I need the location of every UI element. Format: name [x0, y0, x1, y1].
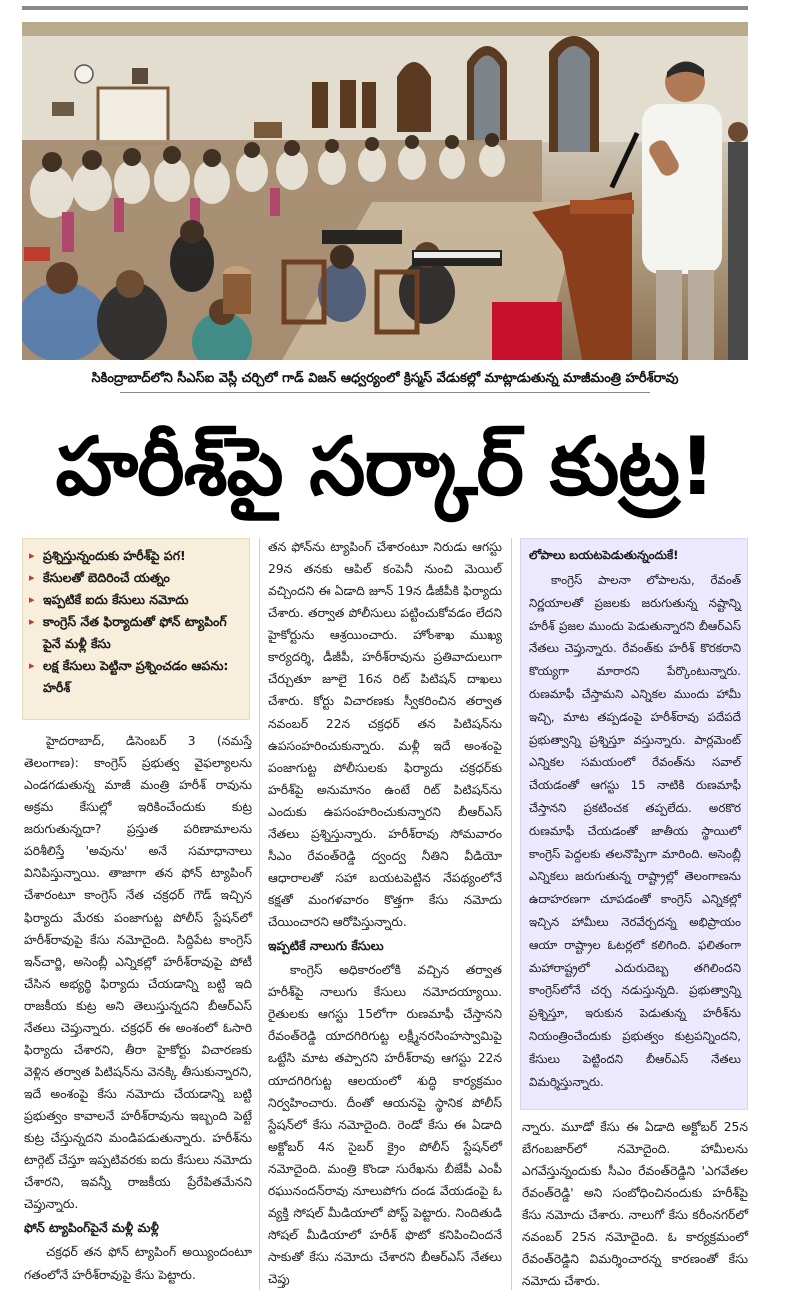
photo-illustration — [22, 22, 748, 360]
sidebar-body: కాంగ్రెస్ పాలనా లోపాలను, రేవంత్ నిర్ణయాలతో ప్రజలకు జరుగుతున్న నష్టాన్ని హరీశ్ ప్రజల ముందు పెడుతున్నారని బీఆర్‌ఎస్ నేతలు చెప్తున్నారు. రేవంత్‌కు హరీశ్ కొరకరాని కొయ్యగా మారారని పేర్కొంటున్నారు. రుణమాఫీ చేస్తామని ఎన్నికల ముందు హామీ ఇచ్చి, మాట తప్పడంపై హరీశ్‌రావు పదేపదే ప్రభుత్వాన్ని ప్రశ్నిస్తూ వస్తున్నారు. పార్లమెంట్ ఎన్నికల సమయంలో రేవంత్‌ను సవాల్ చేయడంతో ఆగస్టు 15 నాటికి రుణమాఫీ చేస్తానని ప్రకటించక తప్పలేదు. అరకొర రుణమాఫీ చేయడంతో జాతీయ స్థాయిలో కాంగ్రెస్ పెద్దలకు తలనొప్పిగా మారింది. అసెంబ్లీ ఎన్నికలు జరుగుతున్న రాష్ట్రాల్లో తెలంగాణను ఉదాహరణగా చూపడంతో కాంగ్రెస్ ఎన్నికల్లో ఇచ్చిన హామీలు నెరవేర్చదన్న అభిప్రాయం ఆయా రాష్ట్రాల ఓటర్లలో కలిగింది. ఫలితంగా మహారాష్ట్రలో ఎదురుదెబ్బ తగిలిందని కాంగ్రెస్‌లోనే చర్చ నడుస్తున్నది. ప్రభుత్వాన్ని ప్రశ్నిస్తూ, ఇరుకున పెడుతున్న హరీశ్‌ను నియంత్రించేందుకు ప్రభుత్వం కుట్రపన్నిందని, కేసులు పెట్టిందని బీఆర్‌ఎస్ నేతలు విమర్శిస్తున్నారు. — [529, 573, 741, 1089]
highlight-item: ▸ కేసులతో బెదిరించే యత్నం — [29, 567, 245, 589]
article-column-2 — [268, 536, 502, 1292]
news-photo — [22, 22, 748, 360]
sidebar-box — [520, 538, 748, 1110]
section-subheading: ఫోన్ ట్యాపింగ్‌పైనే మళ్లీ మళ్లీ — [24, 1221, 159, 1236]
photo-caption: సికింద్రాబాద్‌లోని సీఎస్‌ఐ వెస్లీ చర్చిలో గాడ్ విజన్ ఆధ్వర్యంలో క్రిస్మస్ వేడుకల్లో మాట్లాడుతున్న మాజీమంత్రి హరీశ్‌రావు — [91, 371, 679, 386]
headline: హరీశ్‌పై సర్కార్ కుట్ర! — [55, 420, 715, 513]
caption-underline — [120, 392, 650, 393]
highlight-item: ▸ ప్రశ్నిస్తున్నందుకు హరీశ్‌పై పగ! — [29, 545, 245, 567]
highlights-box — [22, 538, 250, 720]
sidebar-title: లోపాలు బయటపెడుతున్నందుకే! — [529, 548, 679, 562]
top-rule — [22, 6, 748, 10]
column-divider — [511, 538, 512, 1290]
highlight-item: ▸ కాంగ్రెస్ నేత ఫిర్యాదుతో ఫోన్ ట్యాపింగ్ పైనే మళ్లీ కేసు — [29, 611, 245, 655]
article-paragraph: హైదరాబాద్, డిసెంబర్ 3 (నమస్తే తెలంగాణ): కాంగ్రెస్ ప్రభుత్వ వైఫల్యాలను ఎండగడుతున్న మాజీ మంత్రి హరీశ్ రావును అక్రమ కేసుల్లో ఇరికించేందుకు కుట్ర జరుగుతున్నదా? ప్రస్తుత పరిణామాలను పరిశీలిస్తే 'అవును' అనే సమాధానాలు వినిపిస్తున్నాయి. తాజాగా తన ఫోన్ ట్యాపింగ్ చేశారంటూ కాంగ్రెస్ నేత చక్రధర్ గౌడ్ ఇచ్చిన ఫిర్యాదు మేరకు పంజాగుట్ట పోలీస్ స్టేషన్‌లో హరీశ్‌రావుపై కేసు నమోదైంది. సిద్దిపేట కాంగ్రెస్ ఇన్‌చార్జి, అసెంబ్లీ ఎన్నికల్లో హరీశ్‌రావుపై పోటీ చేసిన అభ్యర్థి ఫిర్యాదు చేయడాన్ని బట్టి ఇది రాజకీయ కుట్ర అని తెలుస్తున్నదని బీఆర్‌ఎస్ నేతలు చెప్తున్నారు. చక్రధర్ ఈ అంశంలో ఓసారి ఫిర్యాదు చేశారని, తీరా హైకోర్టు విచారణకు వెళ్లిన తర్వాత పిటిషన్‌ను వెనక్కి తీసుకున్నారని, ఇదే అంశంపై కేసు నమోదు చేయడాన్ని బట్టి ప్రభుత్వం కావాలనే హరీశ్‌రావును ఇబ్బంది పెట్టే కుట్ర చేస్తున్నదని మండిపడుతున్నారు. హరీశ్‌ను టార్గెట్ చేస్తూ ఇప్పటివరకు ఐదు కేసులు నమోదు చేశారని, ఇవన్నీ రాజకీయ ప్రేరేపితమేనని చెప్తున్నారు. — [24, 734, 252, 1212]
article-column-1 — [24, 730, 252, 1288]
highlight-item: ▸ ఇప్పటికే ఐదు కేసులు నమోదు — [29, 589, 245, 611]
article-paragraph: తన ఫోన్‌ను ట్యాపింగ్ చేశారంటూ నిరుడు ఆగస్టు 29న తనకు ఆపిల్ కంపెనీ నుంచి మెయిల్ వచ్చిందని ఈ ఏడాది జూన్ 19న డీజీపీకి ఫిర్యాదు చేశారు. తర్వాత పోలీసులు పట్టించుకోవడం లేదని హైకోర్టును ఆశ్రయించారు. హోంశాఖ ముఖ్య కార్యదర్శి, డీజీపీ, హరీశ్‌రావును ప్రతివాదులుగా చేర్చుతూ జూలై 16న రిట్ పిటిషన్ దాఖలు చేశారు. కోర్టు విచారణకు స్వీకరించిన తర్వాత నవంబర్ 22న చక్రధర్ తన పిటిషన్‌ను ఉపసంహరించుకున్నారు. మళ్లీ ఇదే అంశంపై పంజాగుట్ట పోలీసులకు ఫిర్యాదు చక్రధర్‌కు హరీశ్‌పై అనుమానం ఉంటే రిట్ పిటిషన్‌ను ఎందుకు ఉపసంహరించుకున్నారని బీఆర్‌ఎస్ నేతలు ప్రశ్నిస్తున్నారు. హరీశ్‌రావు సోమవారం సీఎం రేవంత్‌రెడ్డి ద్వంద్వ నీతిని వీడియో ఆధారాలతో సహా బయటపెట్టిన నేపథ్యంలోనే కక్షతో మంగళవారం కొత్తగా కేసు నమోదు చేయించారని ఆరోపిస్తున్నారు. — [268, 540, 502, 930]
article-column-3 — [522, 1116, 748, 1293]
article-paragraph: కాంగ్రెస్ అధికారంలోకి వచ్చిన తర్వాత హరీశ్‌పై నాలుగు కేసులు నమోదయ్యాయి. రైతులకు ఆగస్టు 15లోగా రుణమాఫీ చేస్తానని రేవంత్‌రెడ్డి యాదగిరిగుట్ట లక్ష్మీనరసింహస్వామిపై ఒట్టేసి మాట తప్పారని హరీశ్‌రావు ఆగస్టు 22న యాదగిరిగుట్ట ఆలయంలో శుద్ధి కార్యక్రమం నిర్వహించారు. దీంతో ఆయనపై స్థానిక పోలీస్ స్టేషన్‌లో కేసు నమోదైంది. రెండో కేసు ఈ ఏడాది అక్టోబర్ 4న సైబర్ క్రైం పోలీస్ స్టేషన్‌లో నమోదైంది. మంత్రి కొండా సురేఖను బీజేపీ ఎంపీ రఘునందన్‌రావు నూలుపోగు దండ వేయడంపై ఓ వ్యక్తి సోషల్ మీడియాలో పోస్ట్ పెట్టారు. నిందితుడి సోషల్ మీడియాలో హరీశ్ ఫొటో కనిపించిందనే సాకుతో కేసు నమోదు చేశారని బీఆర్‌ఎస్ నేతలు చెప్తు — [268, 963, 502, 1287]
article-paragraph: చక్రధర్ తన ఫోన్ ట్యాపింగ్ అయ్యిందంటూ గతంలోనే హరీశ్‌రావుపై కేసు పెట్టారు. — [24, 1245, 252, 1282]
section-subheading: ఇప్పటికే నాలుగు కేసులు — [268, 939, 384, 954]
article-paragraph: న్నారు. మూడో కేసు ఈ ఏడాది అక్టోబర్ 25న బేగంబజార్‌లో నమోదైంది. హామీలను ఎగవేస్తున్నందుకు సీఎం రేవంత్‌రెడ్డిని 'ఎగవేతల రేవంత్‌రెడ్డి' అని సంబోధించినందుకు హరీశ్‌పై కేసు నమోదు చేశారు. నాలుగో కేసు కరీంనగర్‌లో నవంబర్ 25న నమోదైంది. ఓ కార్యక్రమంలో రేవంత్‌రెడ్డిని విమర్శించారన్న కారణంతో కేసు నమోదు చేశారు. — [522, 1120, 748, 1289]
highlight-item: ▸ లక్ష కేసులు పెట్టినా ప్రశ్నించడం ఆపను: హరీశ్ — [29, 655, 245, 699]
column-divider — [259, 538, 260, 1290]
